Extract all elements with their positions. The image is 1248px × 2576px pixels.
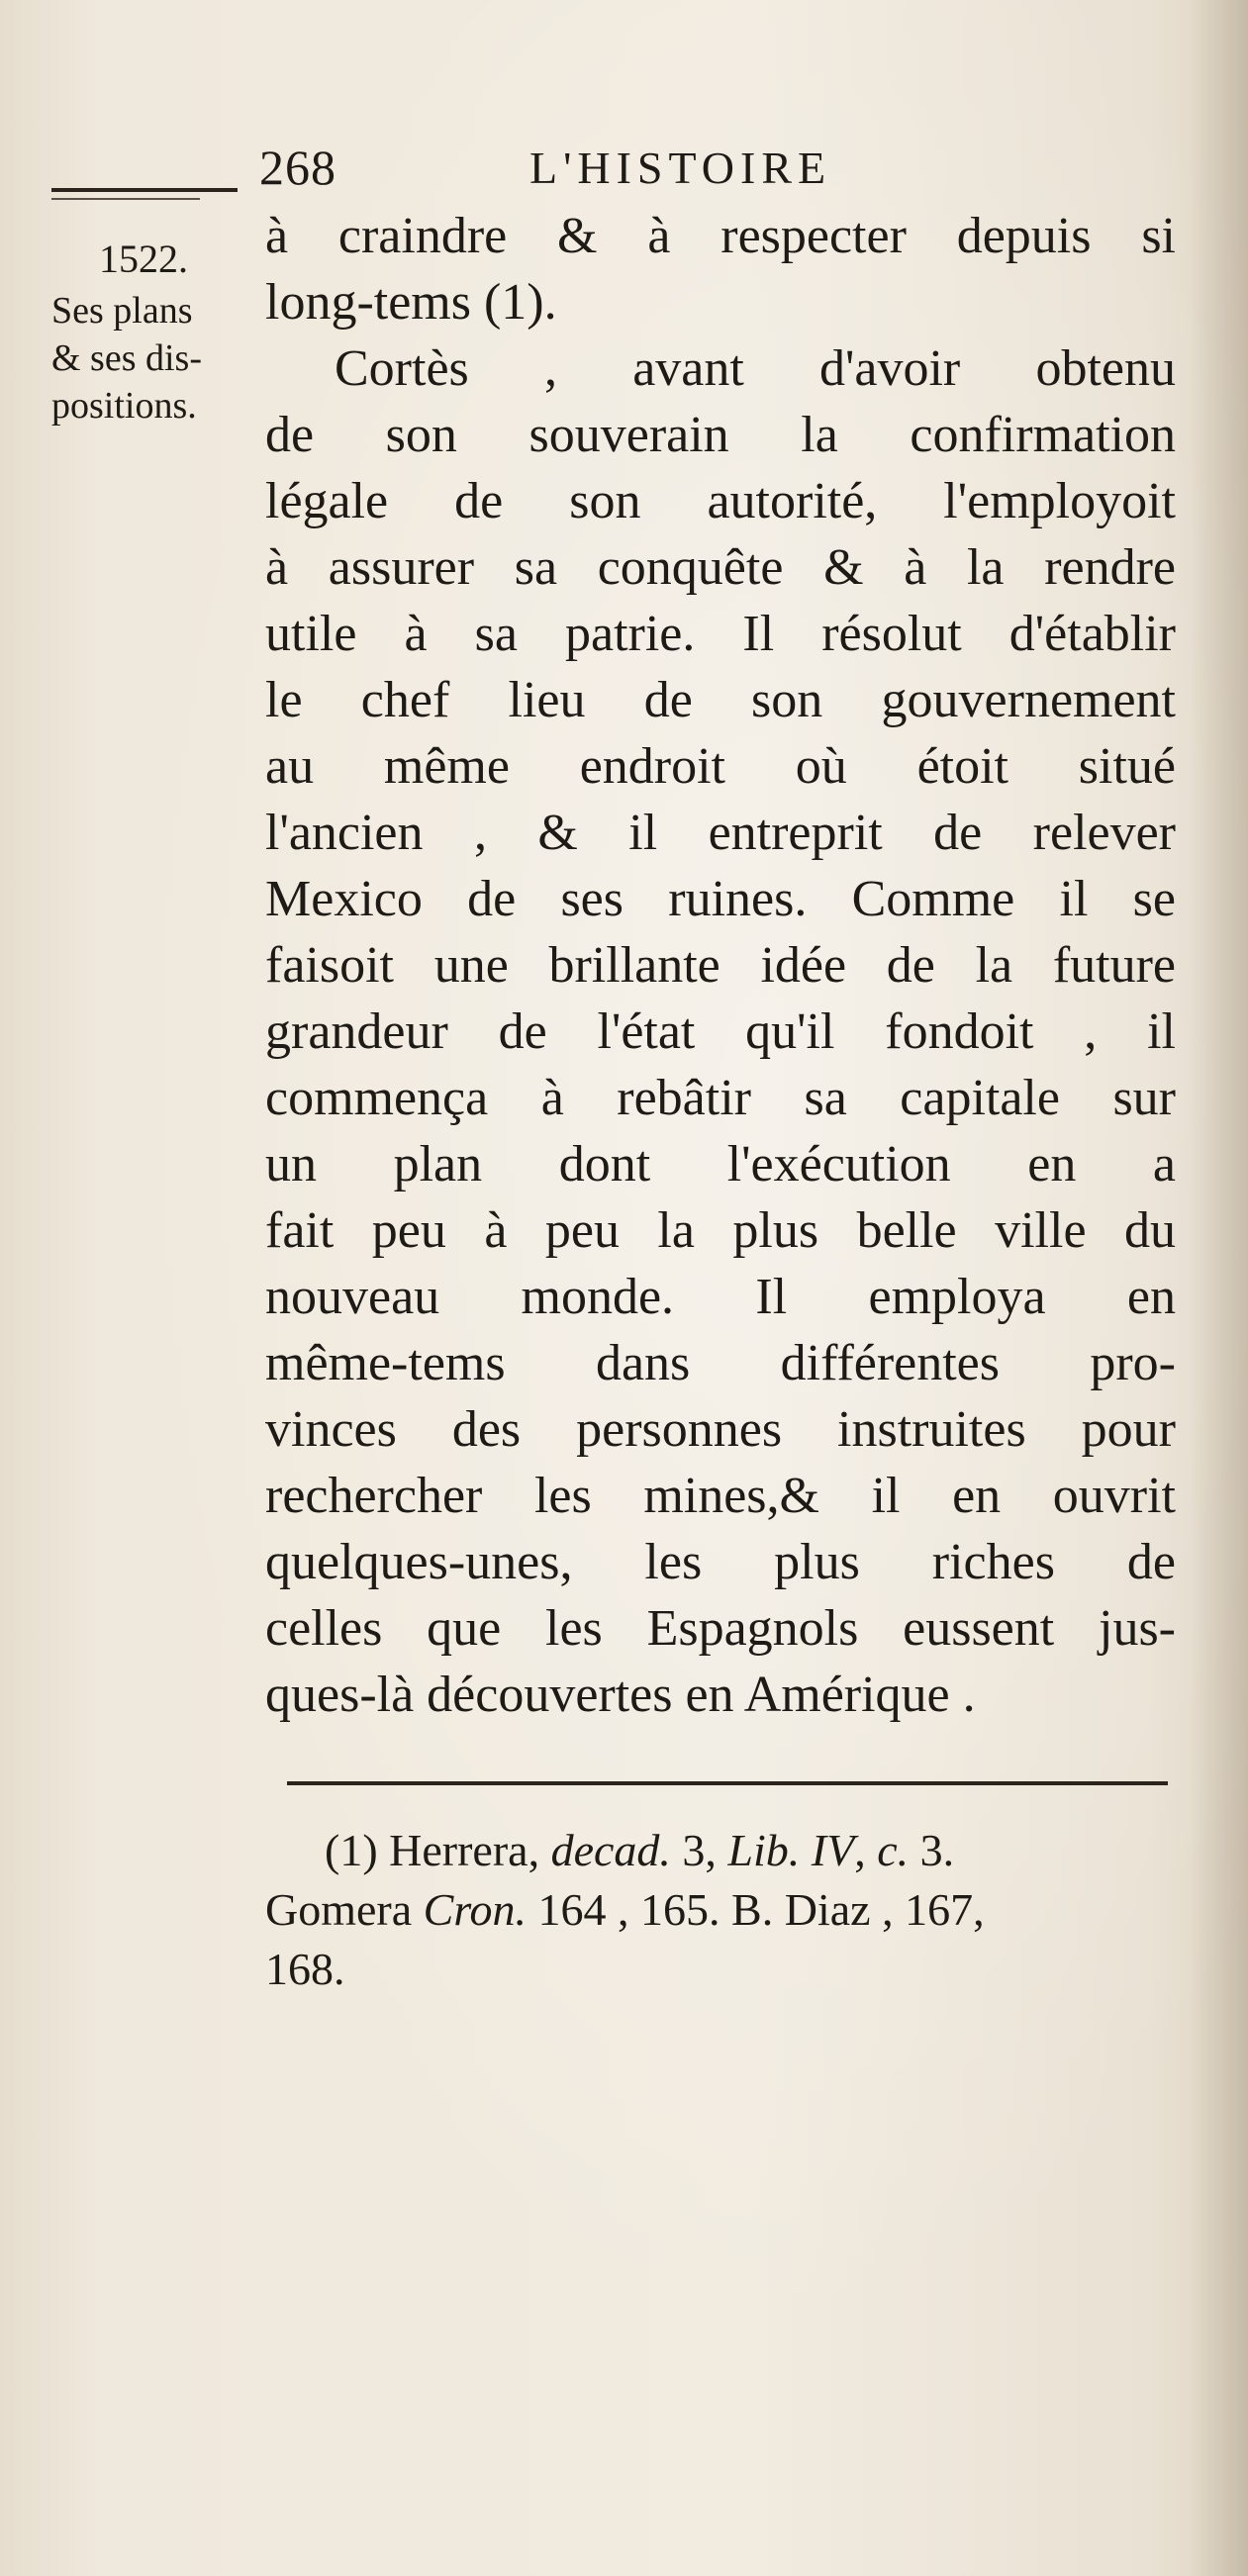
body-line: légale de son autorité, l'employoit — [265, 473, 1176, 529]
margin-note-line-1: Ses plans — [51, 290, 193, 332]
header-rule-secondary — [51, 198, 200, 200]
footnote-text: , — [854, 1825, 878, 1875]
body-line: même-tems dans différentes pro- — [265, 1335, 1176, 1391]
page-number: 268 — [259, 140, 336, 195]
footnote-rule — [287, 1781, 1168, 1785]
body-line: un plan dont l'exécution en a — [265, 1136, 1176, 1193]
footnote-text: (1) Herrera, — [325, 1825, 551, 1875]
body-line: celles que les Espagnols eussent jus- — [265, 1600, 1176, 1657]
body-line: le chef lieu de son gouvernement — [265, 672, 1176, 728]
footnote-text: 3, — [670, 1825, 728, 1875]
body-line: rechercher les mines,& il en ouvrit — [265, 1468, 1176, 1524]
footnote-line-2 — [265, 1880, 1181, 1940]
footnote-line-1 — [265, 1821, 1181, 1880]
footnote-italic: decad. — [550, 1825, 671, 1875]
body-line: l'ancien , & il entreprit de relever — [265, 805, 1176, 861]
body-line: quelques-unes, les plus riches de — [265, 1534, 1176, 1590]
body-line: à craindre & à respecter depuis si — [265, 208, 1176, 264]
body-line: ques-là découvertes en Amérique . — [265, 1667, 976, 1723]
body-line: grandeur de l'état qu'il fondoit , il — [265, 1003, 1176, 1060]
header-rule — [51, 188, 238, 192]
footnote-line-3: 168. — [265, 1944, 345, 1994]
footnote-text: 164 , 165. B. Diaz , 167, — [527, 1884, 985, 1935]
body-line: à assurer sa conquête & à la rendre — [265, 539, 1176, 596]
margin-note-line-3: positions. — [51, 385, 197, 427]
body-line: fait peu à peu la plus belle ville du — [265, 1202, 1176, 1259]
margin-year: 1522. — [99, 237, 188, 281]
footnote-italic: Lib. IV — [727, 1825, 855, 1875]
body-line: nouveau monde. Il employa en — [265, 1269, 1176, 1325]
body-line: long-tems (1). — [265, 274, 557, 331]
footnote-text: Gomera — [265, 1884, 424, 1935]
body-line: commença à rebâtir sa capitale sur — [265, 1070, 1176, 1126]
running-head: L'HISTOIRE — [529, 143, 832, 193]
footnote-text: 3. — [909, 1825, 955, 1875]
body-line: utile à sa patrie. Il résolut d'établir — [265, 606, 1176, 662]
footnote — [265, 1821, 1181, 1999]
margin-note-line-2: & ses dis- — [51, 337, 202, 379]
footnote-italic: Cron. — [423, 1884, 528, 1935]
gutter-shadow — [1189, 0, 1248, 2576]
body-line: Cortès , avant d'avoir obtenu — [335, 340, 1176, 397]
body-line: vinces des personnes instruites pour — [265, 1401, 1176, 1458]
footnote-italic: c. — [877, 1825, 910, 1875]
body-text — [265, 203, 1176, 1728]
body-line: Mexico de ses ruines. Comme il se — [265, 871, 1176, 927]
body-line: de son souverain la confirmation — [265, 407, 1176, 463]
body-line: au même endroit où étoit situé — [265, 738, 1176, 795]
body-line: faisoit une brillante idée de la future — [265, 937, 1176, 994]
